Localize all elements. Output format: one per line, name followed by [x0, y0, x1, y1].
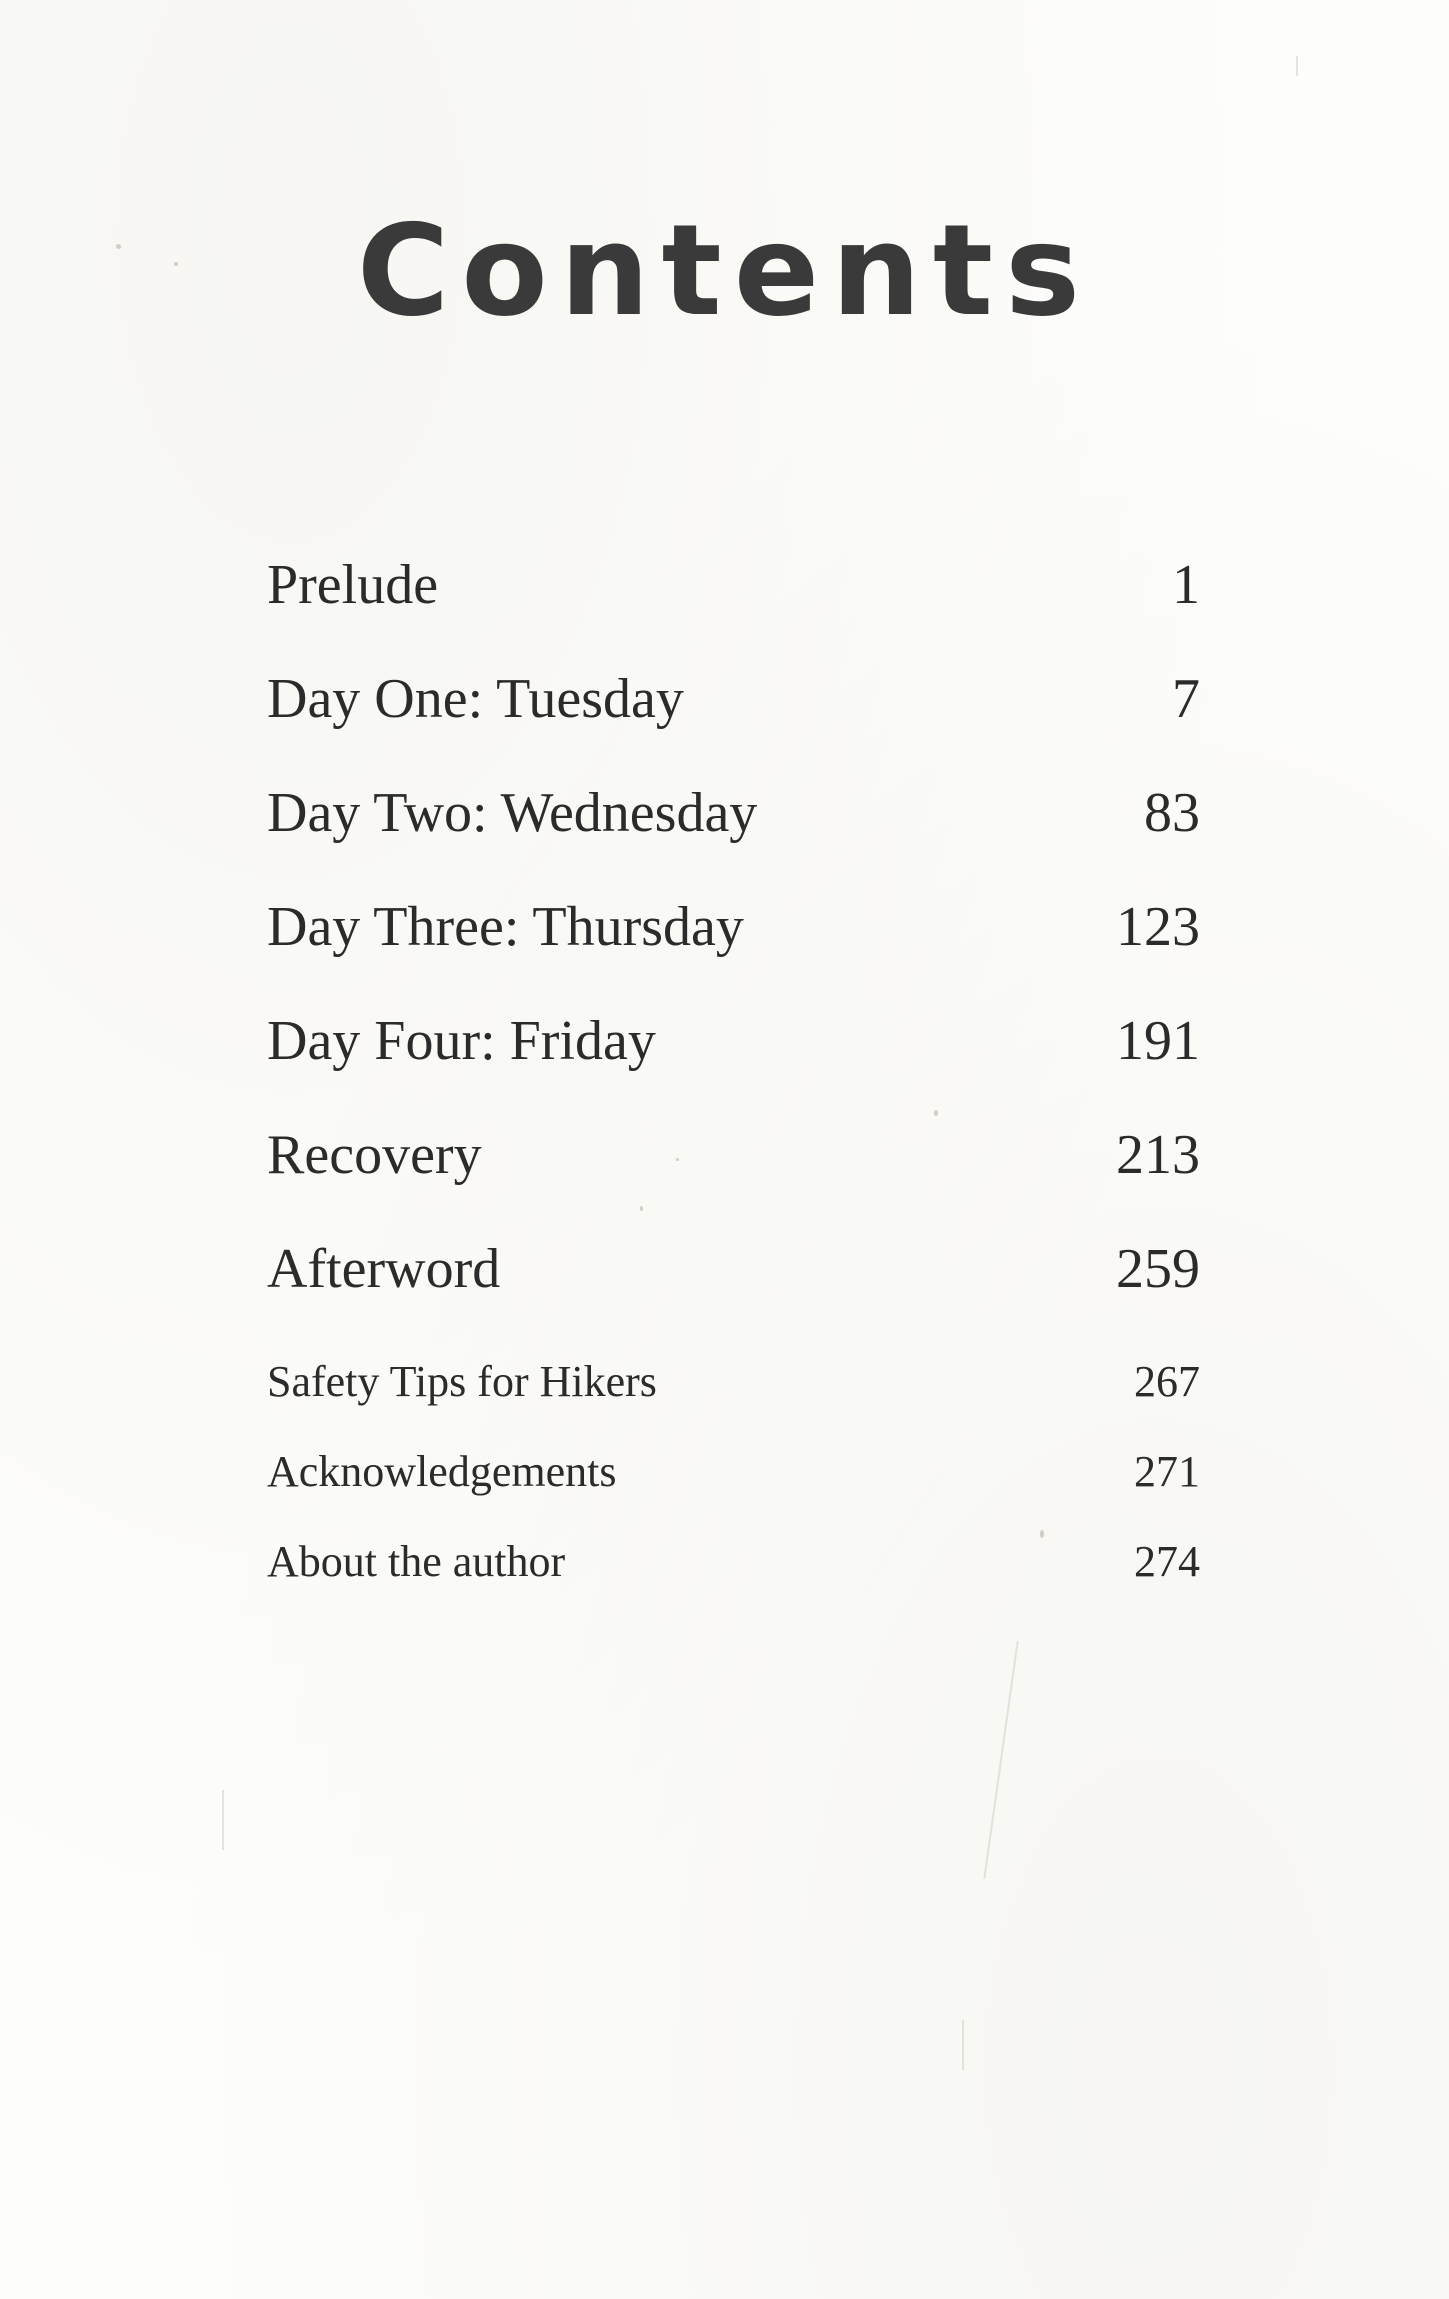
toc-entry-label: About the author	[267, 1537, 566, 1586]
toc-entry-label: Recovery	[267, 1124, 482, 1186]
toc-entry-page-number: 123	[1116, 896, 1200, 958]
toc-entry-label: Acknowledgements	[267, 1447, 617, 1496]
toc-entry	[267, 1238, 1200, 1300]
toc-entry-label: Day Three: Thursday	[267, 896, 744, 958]
toc-entry-page-number: 271	[1134, 1447, 1200, 1496]
toc-entry-page-number: 274	[1134, 1537, 1200, 1586]
toc-entry	[267, 1357, 1200, 1406]
toc-entry	[267, 782, 1200, 844]
toc-entry	[267, 1447, 1200, 1496]
toc-entry-page-number: 1	[1172, 554, 1200, 616]
toc-entry-label: Day Two: Wednesday	[267, 782, 758, 844]
toc-entry	[267, 1124, 1200, 1186]
toc-entry-page-number: 259	[1116, 1238, 1200, 1300]
toc-entry	[267, 1010, 1200, 1072]
toc-entry-label: Day Four: Friday	[267, 1010, 656, 1072]
toc-entry-page-number: 267	[1134, 1357, 1200, 1406]
toc-entry-label: Prelude	[267, 554, 439, 616]
toc-entry	[267, 554, 1200, 616]
scan-streak	[1296, 56, 1298, 76]
toc-entry-page-number: 191	[1116, 1010, 1200, 1072]
toc-entry-page-number: 213	[1116, 1124, 1200, 1186]
toc-entry-label: Safety Tips for Hikers	[267, 1357, 657, 1406]
toc-entry-label: Afterword	[267, 1238, 501, 1300]
toc-entry-page-number: 7	[1172, 668, 1200, 730]
toc-entry	[267, 1537, 1200, 1586]
table-of-contents	[267, 0, 1200, 2299]
toc-entry	[267, 668, 1200, 730]
toc-entry	[267, 896, 1200, 958]
scan-streak	[222, 1790, 224, 1850]
page-title: Contents	[356, 197, 1093, 344]
toc-entry-page-number: 83	[1144, 782, 1200, 844]
toc-entry-label: Day One: Tuesday	[267, 668, 684, 730]
